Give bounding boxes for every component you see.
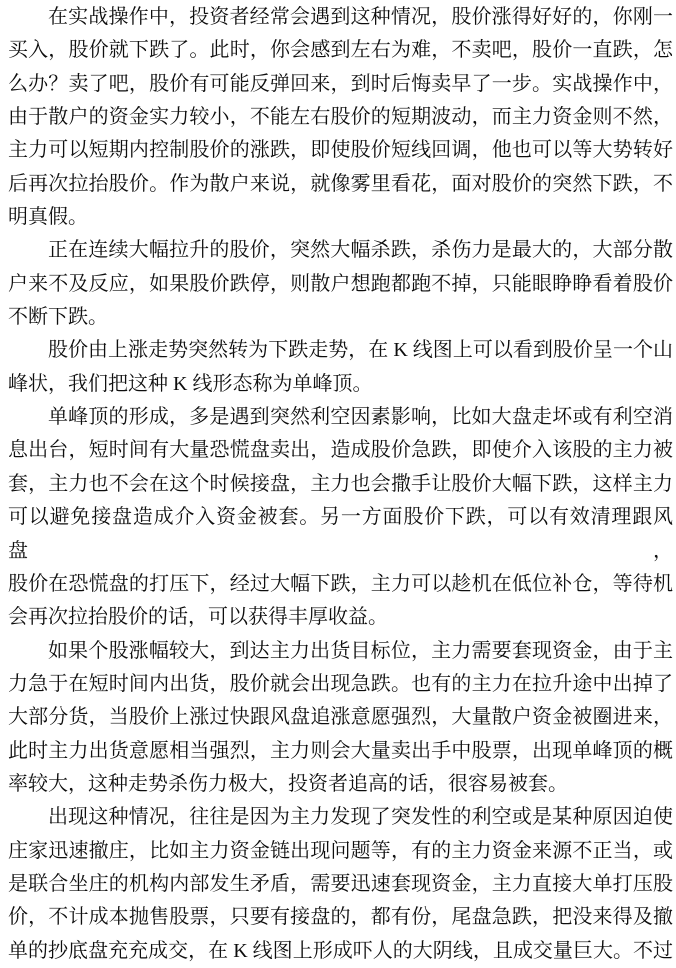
text-line: 单的抄底盘充充成交，在 K 线图上形成吓人的大阴线，且成交量巨大。不过 (8, 939, 673, 962)
text-line: 由于散户的资金实力较小，不能左右股价的短期波动，而主力资金则不然， (8, 106, 673, 129)
text-line: 是联合坐庄的机构内部发生矛盾，需要迅速套现资金，主力直接大单打压股 (8, 872, 673, 895)
text-line: 股价由上涨走势突然转为下跌走势，在 K 线图上可以看到股价呈一个山 (48, 339, 673, 362)
text-line: 可以避免接盘造成介入资金被套。另一方面股价下跌，可以有效清理跟风盘， (8, 506, 673, 562)
paragraph (8, 401, 673, 634)
text-line: 主力可以短期内控制股价的涨跌，即使股价短线回调，他也可以等大势转好 (8, 139, 673, 162)
text-line: 户来不及反应，如果股价跌停，则散户想跑都跑不掉，只能眼睁睁看着股价 (8, 272, 673, 295)
paragraph (8, 1, 673, 234)
paragraph (8, 801, 673, 968)
text-line: 么办？卖了吧，股价有可能反弹回来，到时后悔卖早了一步。实战操作中， (8, 72, 673, 95)
text-line: 峰状，我们把这种 K 线形态称为单峰顶。 (8, 372, 373, 395)
text-line: 明真假。 (8, 206, 88, 229)
text-line: 在实战操作中，投资者经常会遇到这种情况，股价涨得好好的，你刚一 (48, 6, 673, 28)
text-line: 单峰顶的形成，多是遇到突然利空因素影响，比如大盘走坏或有利空消 (48, 406, 673, 429)
text-line: 会再次拉抬股价的话，可以获得丰厚收益。 (8, 606, 388, 629)
text-line: 价，不计成本抛售股票，只要有接盘的，都有份，尾盘急跌，把没来得及撤 (8, 906, 673, 929)
text-line: 此时主力出货意愿相当强烈，主力则会大量卖出手中股票，出现单峰顶的概 (8, 739, 673, 762)
text-line: 如果个股涨幅较大，到达主力出货目标位，主力需要套现资金，由于主 (48, 639, 673, 662)
paragraph (8, 635, 673, 802)
text-line: 股价在恐慌盘的打压下，经过大幅下跌，主力可以趁机在低位补仓，等待机 (8, 572, 673, 595)
paragraph (8, 334, 673, 401)
text-line: 买入，股价就下跌了。此时，你会感到左右为难，不卖吧，股价一直跌，怎 (8, 39, 673, 62)
text-line: 力急于在短时间内出货，股价就会出现急跌。也有的主力在拉升途中出掉了 (8, 672, 673, 695)
text-line: 出现这种情况，往往是因为主力发现了突发性的利空或是某种原因迫使 (48, 806, 673, 829)
text-line: 庄家迅速撤庄，比如主力资金链出现问题等，有的主力资金来源不正当，或 (8, 839, 673, 862)
text-line: 后再次拉抬股价。作为散户来说，就像雾里看花，面对股价的突然下跌，不 (8, 172, 673, 195)
text-line: 率较大，这种走势杀伤力极大，投资者追高的话，很容易被套。 (8, 772, 568, 795)
paragraph (8, 234, 673, 334)
text-line: 正在连续大幅拉升的股价，突然大幅杀跌，杀伤力是最大的，大部分散 (48, 239, 673, 262)
text-line: 息出台，短时间有大量恐慌盘卖出，造成股价急跌，即使介入该股的主力被 (8, 439, 673, 462)
text-line: 不断下跌。 (8, 306, 108, 329)
text-line: 大部分货，当股价上涨过快跟风盘追涨意愿强烈，大量散户资金被圈进来， (8, 706, 673, 729)
text-line: 套，主力也不会在这个时候接盘，主力也会撒手让股价大幅下跌，这样主力 (8, 472, 673, 495)
